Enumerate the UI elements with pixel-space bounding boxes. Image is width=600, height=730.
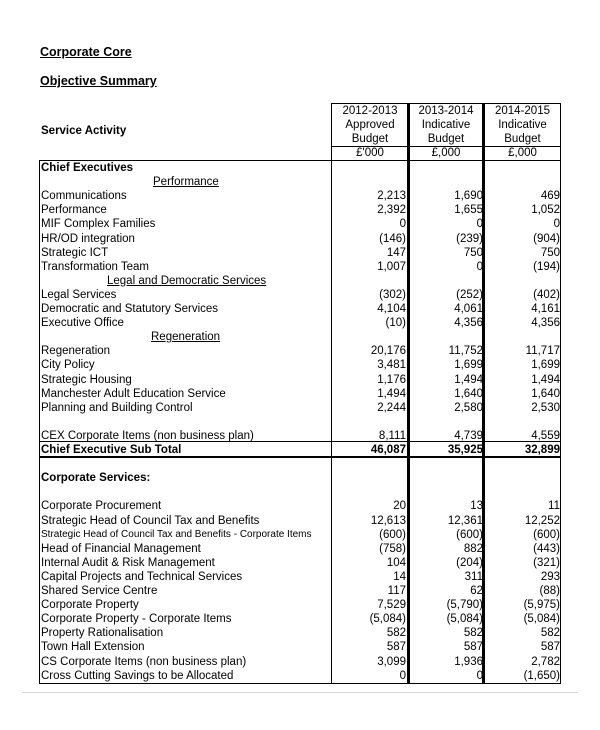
value-cell: 0 — [399, 218, 406, 231]
row-label: Chief Executive Sub Total — [41, 444, 182, 456]
table-row — [40, 598, 560, 612]
value-cell: (600) — [379, 528, 406, 541]
value-cell: 750 — [540, 246, 560, 259]
value-cell: 4,739 — [454, 429, 483, 442]
value-cell: (5,084) — [446, 613, 483, 626]
column-header-2014-2015: 2014-2015 Indicative Budget £,000 — [495, 105, 550, 159]
value-cell: 11,717 — [525, 345, 560, 358]
row-label: Town Hall Extension — [41, 641, 145, 654]
value-cell: 1,699 — [454, 359, 483, 372]
value-cell: 11 — [548, 500, 560, 513]
table-row — [40, 358, 560, 372]
value-cell: 1,176 — [377, 373, 406, 386]
value-cell: (443) — [533, 542, 560, 555]
value-cell: 1,494 — [454, 373, 483, 386]
value-cell: 882 — [463, 542, 483, 555]
value-cell: (600) — [533, 528, 560, 541]
value-cell: 35,925 — [447, 444, 483, 456]
value-cell: 14 — [393, 570, 406, 583]
row-label: Communications — [41, 190, 127, 203]
value-cell: 2,530 — [531, 401, 560, 414]
value-cell: (239) — [456, 232, 483, 245]
section-label: Chief Executives — [41, 162, 134, 174]
row-label: Shared Service Centre — [41, 585, 158, 597]
subheading-row — [40, 175, 560, 189]
value-cell: (321) — [533, 556, 560, 569]
row-label: Planning and Building Control — [41, 401, 193, 414]
subheading-row — [40, 274, 560, 288]
table-row — [40, 232, 560, 246]
row-label: Property Rationalisation — [41, 627, 164, 640]
row-label: Strategic Head of Council Tax and Benefits — [41, 514, 260, 527]
value-cell: 1,640 — [454, 387, 483, 400]
value-cell: 0 — [399, 669, 406, 682]
subtotal-row — [40, 443, 560, 457]
table-row — [40, 655, 560, 669]
table-row — [40, 626, 560, 640]
row-label: Executive Office — [41, 317, 124, 330]
value-cell: 293 — [540, 570, 560, 583]
value-cell: 582 — [540, 627, 560, 640]
row-label: MIF Complex Families — [41, 218, 156, 231]
row-label: Cross Cutting Savings to be Allocated — [41, 669, 234, 682]
row-label: Manchester Adult Education Service — [41, 387, 226, 400]
value-cell: 4,104 — [377, 303, 406, 315]
table-row — [40, 528, 560, 542]
value-cell: (302) — [379, 288, 406, 301]
table-row — [40, 189, 560, 203]
section-header-row — [40, 161, 560, 175]
table-row — [40, 260, 560, 274]
value-cell: 20,176 — [370, 345, 406, 358]
row-label: Corporate Property - Corporate Items — [41, 613, 232, 626]
row-label: CEX Corporate Items (non business plan) — [41, 429, 254, 442]
row-label: Capital Projects and Technical Services — [41, 570, 243, 583]
table-row — [40, 302, 560, 316]
blank-row — [40, 415, 560, 429]
value-cell: 104 — [386, 556, 406, 569]
table-row — [40, 429, 560, 443]
value-cell: 20 — [393, 500, 406, 513]
value-cell: (1,650) — [523, 669, 560, 682]
value-cell: 582 — [463, 627, 483, 640]
row-label: City Policy — [41, 359, 95, 372]
value-cell: 1,655 — [454, 204, 483, 217]
table-row — [40, 316, 560, 330]
page-bottom-rule — [22, 692, 578, 693]
value-cell: 46,087 — [370, 444, 406, 456]
service-activity-header: Service Activity — [41, 125, 127, 137]
value-cell: 117 — [387, 585, 406, 597]
value-cell: (146) — [379, 232, 406, 245]
value-cell: 582 — [386, 627, 406, 640]
value-cell: (5,084) — [523, 613, 560, 626]
table-row — [40, 373, 560, 387]
value-cell: 4,061 — [454, 303, 483, 315]
value-cell: 4,356 — [454, 317, 483, 330]
value-cell: 2,392 — [377, 204, 406, 217]
value-cell: 1,936 — [454, 655, 483, 668]
row-label: Strategic Housing — [41, 373, 132, 386]
value-cell: 2,213 — [377, 190, 406, 203]
table-row — [40, 387, 560, 401]
table-row — [40, 584, 560, 598]
value-cell: 587 — [540, 641, 560, 654]
row-label: Head of Financial Management — [41, 542, 201, 555]
table-row — [40, 288, 560, 302]
value-cell: (5,084) — [369, 613, 406, 626]
value-cell: (600) — [456, 528, 483, 541]
section-header-row — [40, 471, 560, 485]
document-subheading: Objective Summary — [40, 74, 157, 88]
value-cell: (402) — [533, 288, 560, 301]
value-cell: 11,752 — [448, 345, 483, 358]
value-cell: 3,099 — [377, 655, 406, 668]
value-cell: 1,007 — [377, 260, 406, 273]
table-row — [40, 640, 560, 654]
subheading-row — [40, 330, 560, 344]
blank-row — [40, 485, 560, 499]
value-cell: 0 — [553, 218, 560, 231]
subheading-label: Performance — [153, 176, 219, 189]
table-row — [40, 203, 560, 217]
value-cell: (252) — [456, 288, 483, 301]
row-label: Performance — [41, 204, 107, 217]
row-label: Democratic and Statutory Services — [41, 303, 219, 315]
row-label: Strategic ICT — [41, 246, 109, 259]
table-row — [40, 514, 560, 528]
value-cell: (904) — [533, 232, 560, 245]
value-cell: 1,494 — [531, 373, 560, 386]
value-cell: (5,790) — [446, 599, 483, 612]
value-cell: 587 — [386, 641, 406, 654]
value-cell: 1,052 — [531, 204, 560, 217]
value-cell: (758) — [379, 542, 406, 555]
table-row — [40, 246, 560, 260]
value-cell: 0 — [476, 669, 483, 682]
table-row — [40, 556, 560, 570]
value-cell: 4,356 — [531, 317, 560, 330]
row-label: Regeneration — [41, 345, 111, 358]
value-cell: 311 — [464, 570, 483, 583]
table-row — [40, 217, 560, 231]
value-cell: 62 — [470, 585, 483, 597]
table-row — [40, 344, 560, 358]
row-label: Corporate Procurement — [41, 500, 162, 513]
column-header-2012-2013: 2012-2013 Approved Budget £'000 — [342, 105, 398, 159]
subheading-label: Regeneration — [151, 331, 221, 344]
table-row — [40, 612, 560, 626]
value-cell: 32,899 — [524, 444, 560, 456]
section-label: Corporate Services: — [41, 472, 151, 485]
value-cell: 1,494 — [377, 387, 406, 400]
value-cell: 3,481 — [377, 359, 406, 372]
value-cell: 469 — [540, 190, 560, 203]
column-header-2013-2014: 2013-2014 Indicative Budget £,000 — [418, 105, 474, 159]
value-cell: 13 — [470, 500, 483, 513]
blank-row — [40, 457, 560, 471]
subheading-label: Legal and Democratic Services — [107, 274, 267, 287]
document-heading: Corporate Core — [40, 45, 132, 59]
value-cell: 587 — [463, 641, 483, 654]
table-row — [40, 542, 560, 556]
value-cell: 147 — [386, 246, 406, 259]
row-label: HR/OD integration — [41, 232, 135, 245]
value-cell: (204) — [456, 556, 483, 569]
value-cell: 2,244 — [377, 401, 406, 414]
value-cell: 8,111 — [378, 429, 406, 442]
row-label: CS Corporate Items (non business plan) — [41, 655, 247, 668]
value-cell: 2,782 — [531, 655, 560, 668]
table-row — [40, 401, 560, 415]
value-cell: 12,361 — [447, 514, 483, 527]
value-cell: 1,640 — [531, 387, 560, 400]
table-row — [40, 499, 560, 513]
row-label: Strategic Head of Council Tax and Benefits - Corporate Items — [41, 528, 312, 540]
value-cell: 12,613 — [370, 514, 406, 527]
value-cell: 1,699 — [531, 359, 560, 372]
row-label: Legal Services — [41, 288, 117, 301]
table-row — [40, 669, 560, 683]
value-cell: 0 — [476, 218, 483, 231]
value-cell: (10) — [385, 317, 406, 330]
value-cell: (194) — [533, 260, 560, 273]
value-cell: (5,975) — [523, 599, 560, 612]
value-cell: 4,161 — [531, 303, 560, 315]
value-cell: 12,252 — [524, 514, 560, 527]
row-label: Corporate Property — [41, 599, 139, 612]
value-cell: 7,529 — [377, 599, 406, 612]
row-label: Internal Audit & Risk Management — [41, 556, 215, 569]
table-row — [40, 570, 560, 584]
row-label: Transformation Team — [41, 260, 150, 273]
value-cell: 2,580 — [454, 401, 483, 414]
value-cell: 4,559 — [531, 429, 560, 442]
value-cell: (88) — [539, 585, 560, 597]
value-cell: 750 — [463, 246, 483, 259]
value-cell: 1,690 — [454, 190, 483, 203]
value-cell: 0 — [476, 260, 483, 273]
